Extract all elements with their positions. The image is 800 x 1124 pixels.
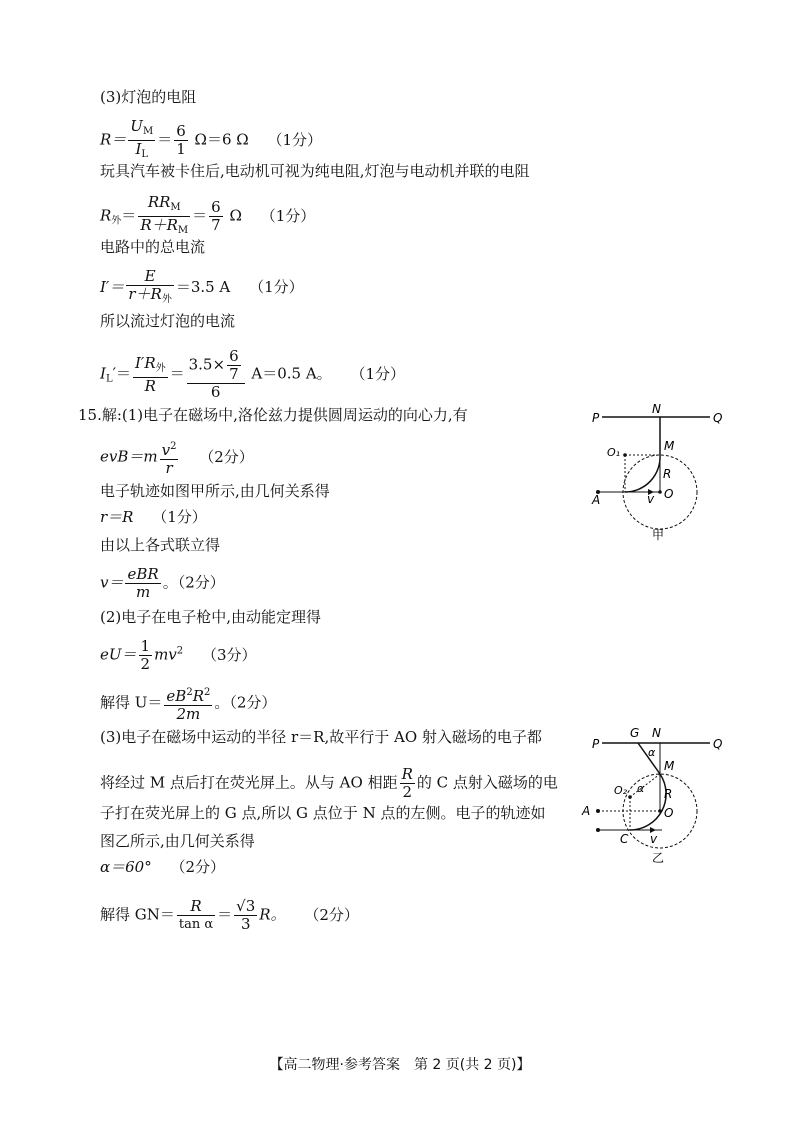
- prime-eq: ′＝: [112, 364, 131, 383]
- six: 6: [211, 198, 221, 216]
- fraction-um-il: [128, 118, 155, 163]
- label-a: A: [582, 804, 591, 818]
- label-r: R: [663, 467, 672, 481]
- label-p: P: [592, 411, 600, 425]
- fraction-compound: [187, 348, 245, 401]
- r-eq: r＝R: [100, 508, 134, 526]
- den-sub: 外: [161, 294, 172, 305]
- fraction-six-seven: [209, 199, 223, 234]
- total-current-equation: [100, 268, 304, 308]
- m: m: [135, 583, 151, 601]
- voltage-equation: [100, 684, 276, 723]
- label-m: M: [664, 439, 675, 453]
- den-sub: M: [177, 225, 189, 236]
- track-text: 电子轨迹如图甲所示,由几何关系得: [100, 482, 330, 500]
- fraction-rrm: [138, 194, 190, 239]
- score: （1分）: [152, 508, 207, 526]
- one: 1: [176, 140, 186, 158]
- figure-yi: [580, 722, 730, 867]
- figure-jia: [580, 398, 730, 543]
- part3-line-c: 子打在荧光屏上的 G 点,所以 G 点位于 N 点的左侧。电子的轨迹如: [100, 804, 546, 822]
- result: A＝0.5 A。: [251, 364, 332, 383]
- result: ＝3.5 A: [175, 278, 231, 296]
- il-symbol: I: [135, 140, 142, 158]
- point-a: [596, 809, 600, 813]
- q15-heading: 15.解:(1)电子在磁场中,洛伦兹力提供圆周运动的向心力,有: [78, 406, 468, 424]
- six: 6: [176, 122, 186, 140]
- part3-line-a: (3)电子在磁场中运动的半径 r＝R,故平行于 AO 射入磁场的电子都: [100, 728, 542, 746]
- seven: 7: [229, 365, 239, 383]
- label-o1: O₁: [607, 446, 621, 459]
- i-sub: L: [105, 373, 113, 385]
- r-tail: R。: [259, 905, 286, 924]
- page-footer: 【高二物理·参考答案 第 2 页(共 2 页)】: [269, 1057, 531, 1073]
- r-out-equation: [100, 194, 315, 239]
- fraction-six-seven: [227, 348, 241, 383]
- fraction-half: [139, 638, 153, 673]
- caption-yi: 乙: [652, 851, 665, 865]
- score: （1分）: [350, 364, 406, 383]
- den-r: R＋R: [140, 216, 178, 234]
- total-current-text: 电路中的总电流: [100, 238, 206, 256]
- label-c: C: [620, 832, 629, 846]
- dash-o2-m: [630, 774, 660, 797]
- point-o: [658, 490, 662, 494]
- fraction-v2-r: [160, 438, 179, 477]
- bulb-current-text: 所以流过灯泡的电流: [100, 312, 236, 330]
- point-o2: [628, 795, 632, 799]
- score: （1分）: [267, 130, 323, 149]
- r-sub: 外: [111, 215, 122, 227]
- fraction-eb2r2: [164, 684, 212, 723]
- evb-lhs: evB＝m: [100, 447, 158, 466]
- velocity-equation: [100, 566, 225, 601]
- point-o1: [623, 453, 627, 457]
- label-v: v: [647, 492, 655, 506]
- num-sub: M: [170, 202, 181, 213]
- lorentz-equation: [100, 438, 254, 477]
- unit: Ω: [229, 206, 242, 225]
- part2-text: (2)电子在电子枪中,由动能定理得: [100, 608, 322, 626]
- r-equals-r: [100, 508, 207, 526]
- point-c-start: [596, 828, 600, 832]
- combine-text: 由以上各式联立得: [100, 536, 221, 554]
- result: Ω＝6 Ω: [194, 130, 249, 149]
- il-sub: L: [141, 149, 149, 160]
- gn-equation: [100, 898, 359, 933]
- stall-text: 玩具汽车被卡住后,电动机可视为纯电阻,灯泡与电动机并联的电阻: [100, 162, 530, 180]
- bulb-resistance-equation: [100, 118, 322, 163]
- equals: ＝: [169, 364, 185, 383]
- two: 2: [402, 783, 412, 801]
- alpha-equation: [100, 858, 225, 876]
- score: （3分）: [201, 645, 257, 664]
- ebr: eBR: [127, 565, 159, 583]
- exp-2a: 2: [186, 687, 193, 698]
- trajectory-arc: [625, 455, 660, 492]
- label-r: R: [664, 787, 673, 801]
- i-prime: I′＝: [100, 278, 125, 296]
- part3-line-b: [100, 766, 558, 801]
- alpha: α＝60°: [100, 858, 152, 876]
- r: R: [401, 765, 413, 783]
- label-o: O: [664, 806, 674, 820]
- fraction-e: [126, 268, 173, 308]
- caption-jia: 甲: [652, 528, 665, 542]
- fraction-six-one: [174, 123, 188, 158]
- i-symbol: I: [100, 364, 106, 383]
- point-o: [658, 809, 662, 813]
- equals: ＝: [121, 206, 137, 225]
- r: R: [177, 898, 215, 916]
- r-symbol: R: [100, 206, 112, 225]
- energy-equation: [100, 638, 256, 673]
- two: 2: [140, 655, 151, 673]
- r: r: [165, 459, 173, 477]
- label-q: Q: [713, 737, 723, 751]
- label-o: O: [664, 487, 674, 501]
- r: R: [192, 687, 204, 705]
- part3-heading: (3)灯泡的电阻: [100, 88, 197, 106]
- v-lhs: v＝: [100, 573, 124, 592]
- um-symbol: U: [130, 117, 143, 135]
- label-alpha2: α: [637, 782, 645, 795]
- score: 。（2分）: [214, 693, 277, 712]
- equals-2: ＝: [192, 206, 208, 225]
- fraction-r-2: [400, 766, 415, 801]
- label-n: N: [652, 726, 661, 740]
- six: 6: [229, 347, 239, 365]
- num-ir: I′R: [134, 353, 156, 372]
- two-m: 2m: [176, 705, 201, 723]
- num-e: E: [126, 268, 173, 286]
- den-r: R: [144, 376, 156, 395]
- exp-2: 2: [170, 441, 177, 452]
- exp-2: 2: [176, 645, 184, 657]
- label-q: Q: [713, 411, 723, 425]
- sqrt3: √3: [236, 897, 256, 915]
- num-sub: 外: [155, 362, 166, 374]
- label-n: N: [652, 402, 661, 416]
- gn-lhs: 解得 GN＝: [100, 905, 175, 924]
- score: （1分）: [249, 278, 304, 296]
- label-a: A: [592, 493, 601, 507]
- um-sub: M: [142, 126, 154, 137]
- label-v: v: [650, 832, 658, 846]
- exp-2b: 2: [204, 687, 211, 698]
- label-p: P: [592, 737, 600, 751]
- label-g: G: [630, 726, 640, 740]
- fraction-ebr-m: [125, 566, 160, 601]
- one: 1: [140, 637, 151, 655]
- v: v: [161, 441, 171, 459]
- den-six: 6: [210, 383, 221, 401]
- num-3-5: 3.5×: [188, 355, 226, 374]
- eq: ＝: [217, 905, 233, 924]
- mv: mv: [154, 645, 177, 664]
- score: （2分）: [170, 858, 226, 876]
- eu-lhs: eU＝: [100, 645, 137, 664]
- fraction-ir: [133, 355, 168, 395]
- eq-lhs: R＝: [100, 130, 127, 149]
- score: （2分）: [304, 905, 359, 924]
- seven: 7: [211, 216, 221, 234]
- label-m: M: [664, 759, 675, 773]
- equals: ＝: [157, 130, 173, 149]
- three: 3: [240, 915, 251, 933]
- tan-alpha: tan α: [178, 917, 214, 932]
- score: 。（2分）: [162, 573, 225, 592]
- label-o2: O₂: [614, 784, 628, 797]
- score: （2分）: [199, 447, 254, 466]
- eb: eB: [166, 687, 187, 705]
- trajectory-arc: [630, 774, 666, 830]
- score: （1分）: [260, 206, 316, 225]
- bulb-current-equation: [100, 348, 405, 401]
- text-b1: 将经过 M 点后打在荧光屏上。从与 AO 相距: [100, 773, 398, 792]
- label-alpha: α: [648, 746, 656, 759]
- u-lhs: 解得 U＝: [100, 693, 163, 712]
- fraction-r-tan: [177, 898, 215, 933]
- part3-line-d: 图乙所示,由几何关系得: [100, 832, 255, 850]
- text-b2: 的 C 点射入磁场的电: [416, 773, 558, 792]
- fraction-sqrt3: [234, 898, 257, 933]
- num-rr: RR: [147, 193, 171, 211]
- den-r: r＋R: [128, 285, 162, 303]
